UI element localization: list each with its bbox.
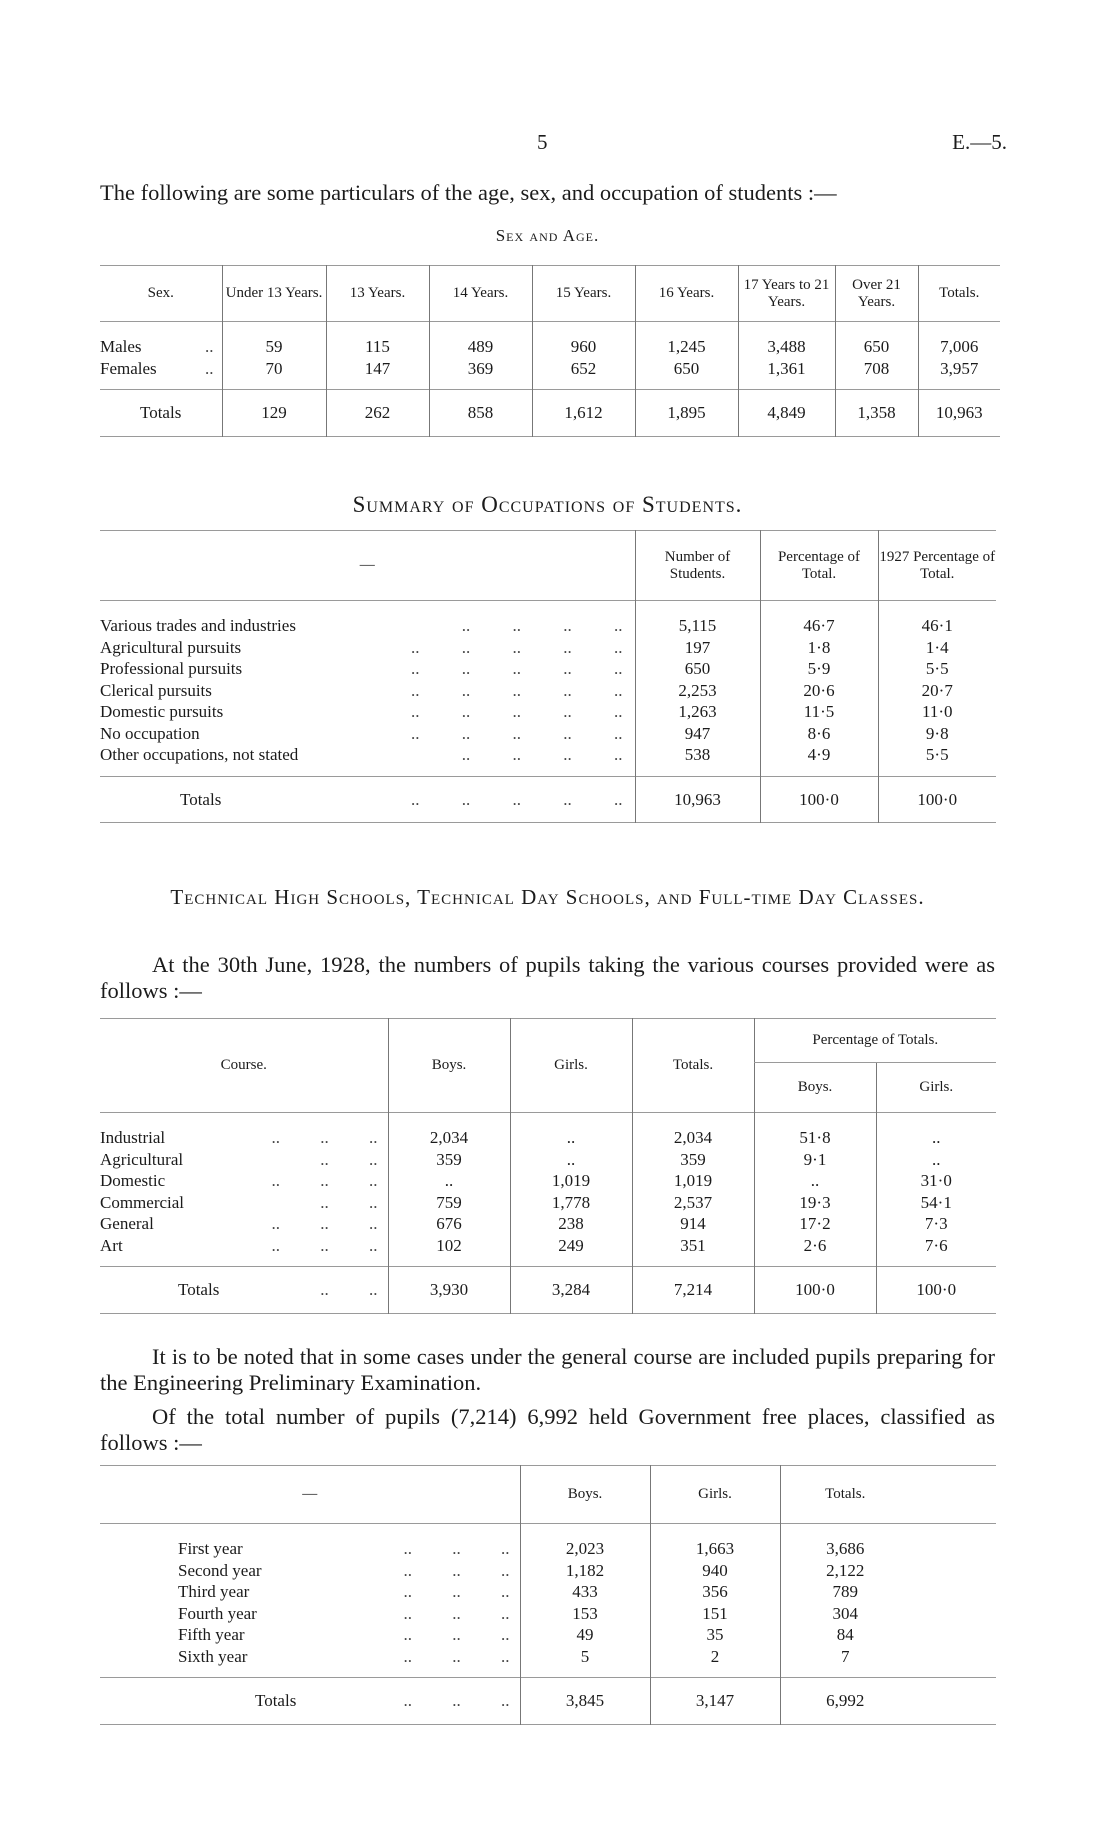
- label-text: Males: [100, 337, 142, 356]
- col-header-13-years: 13 Years.: [326, 266, 429, 322]
- table-cell: 10,963: [918, 390, 1000, 437]
- table-cell: 51·8: [754, 1113, 876, 1149]
- table-cell: 100·0: [878, 776, 996, 823]
- table-cell: 2,034: [388, 1113, 510, 1149]
- table-row: [100, 723, 996, 745]
- label-text: Industrial: [100, 1128, 166, 1147]
- label-text: Fourth year: [178, 1603, 257, 1623]
- table-row: [100, 601, 996, 637]
- row-label: [100, 1560, 520, 1582]
- spacer-cell: [910, 1581, 996, 1603]
- table-row: [100, 1560, 996, 1582]
- totals-row: [100, 1678, 996, 1725]
- col-header-percentage: Percentage of Total.: [760, 531, 878, 601]
- col-header-percentage-of-totals: Percentage of Totals.: [754, 1019, 996, 1063]
- col-header-boys: Boys.: [388, 1019, 510, 1113]
- table-cell: 153: [520, 1603, 650, 1625]
- table-cell: 7,214: [632, 1267, 754, 1314]
- label-text: Third year: [178, 1582, 250, 1601]
- label-text: Professional pursuits: [100, 659, 243, 678]
- table-cell: ..: [510, 1113, 632, 1149]
- table-row: [100, 1170, 996, 1192]
- col-header-1927-percentage: 1927 Percentage of Total.: [878, 531, 996, 601]
- table-cell: 6,992: [780, 1678, 910, 1725]
- row-label: [100, 1603, 520, 1625]
- free-places-table: [100, 1465, 996, 1725]
- table-cell: 1,019: [510, 1170, 632, 1192]
- technical-header-row: [100, 1019, 996, 1063]
- label-text: Females: [100, 358, 157, 378]
- row-label: [100, 680, 635, 702]
- table-cell: 8·6: [760, 723, 878, 745]
- table-cell: 947: [635, 723, 760, 745]
- row-label: [100, 601, 635, 637]
- row-label: [100, 1213, 388, 1235]
- table-cell: 538: [635, 744, 760, 776]
- row-label: [100, 723, 635, 745]
- col-header-15-years: 15 Years.: [532, 266, 635, 322]
- label-text: Art: [100, 1235, 123, 1255]
- totals-row: [100, 1267, 996, 1314]
- col-header-course: Course.: [220, 1057, 267, 1073]
- occupations-table: [100, 530, 996, 823]
- row-label: [100, 637, 635, 659]
- table-cell: 1,182: [520, 1560, 650, 1582]
- table-cell: 960: [532, 322, 635, 358]
- table-cell: 1·8: [760, 637, 878, 659]
- page-header: [0, 130, 1114, 160]
- leader-dots: .. .. ..: [271, 1128, 378, 1147]
- table-cell: 1,895: [635, 390, 738, 437]
- sex-age-caption: Sex and Age.: [495, 226, 600, 245]
- occupations-header-row: [100, 531, 996, 601]
- occupations-caption: Summary of Occupations of Students.: [352, 492, 743, 517]
- sex-age-header-row: [100, 266, 1000, 322]
- label-text: Second year: [178, 1560, 262, 1580]
- table-cell: 5,115: [635, 601, 760, 637]
- col-header-boys: Boys.: [520, 1466, 650, 1524]
- table-cell: 49: [520, 1624, 650, 1646]
- table-cell: 1,358: [835, 390, 918, 437]
- table-cell: 1,778: [510, 1192, 632, 1214]
- table-cell: 1,245: [635, 322, 738, 358]
- row-label: [100, 658, 635, 680]
- table-row: [100, 1581, 996, 1603]
- technical-paragraph: At the 30th June, 1928, the numbers of pupils taking the various courses provided were as follows :—: [100, 952, 995, 1003]
- label-text: Domestic pursuits: [100, 702, 224, 721]
- spacer-cell: [910, 1624, 996, 1646]
- table-cell: 20·7: [878, 680, 996, 702]
- leader-dots: .. .. .. .. ..: [411, 789, 623, 809]
- totals-row: [100, 776, 996, 823]
- leader-dots: .. ..: [320, 1192, 378, 1212]
- table-row: [100, 637, 996, 659]
- table-cell: 676: [388, 1213, 510, 1235]
- totals-label: Totals: [178, 1280, 220, 1299]
- col-header-sex: Sex.: [147, 285, 174, 301]
- table-cell: 759: [388, 1192, 510, 1214]
- table-cell: 2,537: [632, 1192, 754, 1214]
- leader-dots: ..: [205, 337, 214, 356]
- table-cell: 46·1: [878, 601, 996, 637]
- table-row: [100, 658, 996, 680]
- table-cell: ..: [876, 1149, 996, 1171]
- table-cell: 3,930: [388, 1267, 510, 1314]
- table-cell: 2,122: [780, 1560, 910, 1582]
- table-cell: 359: [632, 1149, 754, 1171]
- col-header-number-of-students: Number of Students.: [635, 531, 760, 601]
- col-header-16-years: 16 Years.: [635, 266, 738, 322]
- leader-dots: .. .. ..: [403, 1582, 510, 1601]
- leader-dots: .. .. ..: [403, 1646, 510, 1666]
- label-text: Agricultural pursuits: [100, 637, 242, 657]
- table-cell: 3,845: [520, 1678, 650, 1725]
- table-cell: 2,253: [635, 680, 760, 702]
- col-header-dash: —: [302, 1486, 318, 1502]
- table-cell: 304: [780, 1603, 910, 1625]
- table-cell: 3,147: [650, 1678, 780, 1725]
- label-text: Agricultural: [100, 1149, 184, 1169]
- col-header-pct-boys: Boys.: [754, 1063, 876, 1113]
- label-text: Various trades and industries: [100, 616, 296, 635]
- label-text: Sixth year: [178, 1646, 248, 1666]
- row-label: [100, 1624, 520, 1646]
- row-label: [100, 1235, 388, 1267]
- totals-row: [100, 390, 1000, 437]
- table-cell: ..: [388, 1170, 510, 1192]
- row-label: [100, 322, 222, 358]
- table-cell: 70: [222, 358, 326, 390]
- table-cell: 19·3: [754, 1192, 876, 1214]
- leader-dots: .. .. .. .. ..: [411, 637, 623, 657]
- table-cell: 7: [780, 1646, 910, 1678]
- table-cell: 84: [780, 1624, 910, 1646]
- table-cell: 11·5: [760, 701, 878, 723]
- table-row: [100, 744, 996, 776]
- table-cell: 9·8: [878, 723, 996, 745]
- totals-label: Totals: [255, 1691, 297, 1710]
- table-cell: 650: [635, 358, 738, 390]
- table-cell: 2: [650, 1646, 780, 1678]
- row-label: [100, 1267, 388, 1314]
- free-places-paragraph: Of the total number of pupils (7,214) 6,992 held Government free places, classified as follows :—: [100, 1404, 995, 1455]
- col-header-over-21: Over 21 Years.: [835, 266, 918, 322]
- table-cell: 31·0: [876, 1170, 996, 1192]
- table-cell: 351: [632, 1235, 754, 1267]
- col-header-dash: —: [359, 557, 375, 573]
- technical-courses-table: [100, 1018, 996, 1314]
- table-cell: 100·0: [754, 1267, 876, 1314]
- row-label: [100, 1170, 388, 1192]
- table-cell: 369: [429, 358, 532, 390]
- spacer-cell: [910, 1646, 996, 1678]
- leader-dots: .. .. ..: [403, 1691, 510, 1710]
- leader-dots: .. .. ..: [271, 1171, 378, 1190]
- free-places-header-row: [100, 1466, 996, 1524]
- table-cell: 650: [835, 322, 918, 358]
- table-cell: 59: [222, 322, 326, 358]
- page-number: 5: [537, 130, 548, 154]
- leader-dots: .. .. ..: [271, 1214, 378, 1233]
- table-cell: 914: [632, 1213, 754, 1235]
- leader-dots: .. .. ..: [403, 1560, 510, 1580]
- totals-label: Totals: [180, 789, 222, 809]
- label-text: Clerical pursuits: [100, 680, 212, 700]
- table-cell: 115: [326, 322, 429, 358]
- leader-dots: .. .. ..: [403, 1539, 510, 1558]
- table-cell: 7·3: [876, 1213, 996, 1235]
- table-cell: 9·1: [754, 1149, 876, 1171]
- table-cell: 54·1: [876, 1192, 996, 1214]
- label-text: Domestic: [100, 1171, 166, 1190]
- row-label: [100, 1192, 388, 1214]
- table-cell: 147: [326, 358, 429, 390]
- leader-dots: .. .. ..: [271, 1235, 378, 1255]
- spacer-cell: [910, 1524, 996, 1560]
- table-cell: 5·9: [760, 658, 878, 680]
- table-cell: 3,284: [510, 1267, 632, 1314]
- leader-dots: .. .. .. .. ..: [411, 659, 623, 678]
- table-cell: 11·0: [878, 701, 996, 723]
- label-text: Other occupations, not stated: [100, 745, 299, 764]
- col-header-17-21-years: 17 Years to 21 Years.: [738, 266, 835, 322]
- table-cell: 249: [510, 1235, 632, 1267]
- table-cell: 858: [429, 390, 532, 437]
- table-cell: ..: [754, 1170, 876, 1192]
- row-label: [100, 1678, 520, 1725]
- leader-dots: .. .. ..: [403, 1603, 510, 1623]
- totals-label: Totals: [140, 403, 182, 422]
- table-row: [100, 322, 1000, 358]
- table-cell: 5·5: [878, 658, 996, 680]
- spacer-cell: [910, 1678, 996, 1725]
- table-cell: 2,034: [632, 1113, 754, 1149]
- table-cell: ..: [510, 1149, 632, 1171]
- table-cell: 10,963: [635, 776, 760, 823]
- row-label: [100, 1646, 520, 1678]
- table-cell: 1·4: [878, 637, 996, 659]
- leader-dots: .. .. ..: [403, 1625, 510, 1644]
- table-cell: 4·9: [760, 744, 878, 776]
- col-header-under-13: Under 13 Years.: [222, 266, 326, 322]
- table-cell: 650: [635, 658, 760, 680]
- label-text: No occupation: [100, 723, 200, 743]
- table-cell: 433: [520, 1581, 650, 1603]
- table-cell: 7,006: [918, 322, 1000, 358]
- col-header-totals: Totals.: [632, 1019, 754, 1113]
- table-cell: ..: [876, 1113, 996, 1149]
- row-label: [100, 1581, 520, 1603]
- table-row: [100, 1624, 996, 1646]
- col-header-14-years: 14 Years.: [429, 266, 532, 322]
- sex-age-table: [100, 265, 1000, 437]
- table-cell: 1,361: [738, 358, 835, 390]
- table-cell: 489: [429, 322, 532, 358]
- leader-dots: .. .. .. .. ..: [411, 680, 623, 700]
- table-cell: 3,488: [738, 322, 835, 358]
- table-cell: 708: [835, 358, 918, 390]
- row-label: [100, 358, 222, 390]
- table-cell: 1,019: [632, 1170, 754, 1192]
- spacer-cell: [910, 1466, 996, 1524]
- leader-dots: ..: [205, 358, 214, 378]
- col-header-totals: Totals.: [918, 266, 1000, 322]
- table-cell: 5: [520, 1646, 650, 1678]
- label-text: Commercial: [100, 1192, 185, 1212]
- table-cell: 20·6: [760, 680, 878, 702]
- table-cell: 940: [650, 1560, 780, 1582]
- table-row: [100, 701, 996, 723]
- col-header-totals: Totals.: [780, 1466, 910, 1524]
- note-paragraph: It is to be noted that in some cases under the general course are included pupils preparing for the Engineering Preliminary Examination.: [100, 1344, 995, 1395]
- leader-dots: .. ..: [320, 1149, 378, 1169]
- table-row: [100, 1646, 996, 1678]
- table-cell: 7·6: [876, 1235, 996, 1267]
- table-cell: 4,849: [738, 390, 835, 437]
- table-cell: 35: [650, 1624, 780, 1646]
- leader-dots: .. .. .. ..: [461, 616, 623, 635]
- spacer-cell: [910, 1603, 996, 1625]
- table-cell: 1,612: [532, 390, 635, 437]
- document-reference: E.—5.: [952, 130, 1007, 154]
- row-label: [100, 776, 635, 823]
- table-cell: 17·2: [754, 1213, 876, 1235]
- table-cell: 2,023: [520, 1524, 650, 1560]
- table-cell: 238: [510, 1213, 632, 1235]
- row-label: [100, 744, 635, 776]
- technical-heading: Technical High Schools, Technical Day Schools, and Full-time Day Classes.: [170, 885, 925, 909]
- table-row: [100, 358, 1000, 390]
- label-text: Fifth year: [178, 1625, 245, 1644]
- table-row: [100, 1235, 996, 1267]
- leader-dots: .. ..: [320, 1280, 378, 1299]
- intro-paragraph: The following are some particulars of the age, sex, and occupation of students :—: [100, 180, 837, 205]
- row-label: [100, 1113, 388, 1149]
- table-cell: 262: [326, 390, 429, 437]
- table-row: [100, 1213, 996, 1235]
- spacer-cell: [910, 1560, 996, 1582]
- row-label: [100, 1524, 520, 1560]
- table-row: [100, 1603, 996, 1625]
- table-cell: 3,957: [918, 358, 1000, 390]
- row-label: [100, 1149, 388, 1171]
- table-cell: 46·7: [760, 601, 878, 637]
- table-cell: 3,686: [780, 1524, 910, 1560]
- row-label: [100, 701, 635, 723]
- table-cell: 5·5: [878, 744, 996, 776]
- label-text: General: [100, 1214, 154, 1233]
- table-cell: 359: [388, 1149, 510, 1171]
- table-cell: 1,263: [635, 701, 760, 723]
- table-cell: 1,663: [650, 1524, 780, 1560]
- table-row: [100, 680, 996, 702]
- leader-dots: .. .. .. .. ..: [411, 723, 623, 743]
- table-row: [100, 1113, 996, 1149]
- table-cell: 151: [650, 1603, 780, 1625]
- table-row: [100, 1149, 996, 1171]
- col-header-pct-girls: Girls.: [876, 1063, 996, 1113]
- leader-dots: .. .. .. ..: [461, 745, 623, 764]
- table-cell: 100·0: [760, 776, 878, 823]
- table-cell: 356: [650, 1581, 780, 1603]
- col-header-girls: Girls.: [650, 1466, 780, 1524]
- table-cell: 789: [780, 1581, 910, 1603]
- col-header-girls: Girls.: [510, 1019, 632, 1113]
- table-cell: 197: [635, 637, 760, 659]
- table-cell: 2·6: [754, 1235, 876, 1267]
- label-text: First year: [178, 1539, 243, 1558]
- table-cell: 102: [388, 1235, 510, 1267]
- leader-dots: .. .. .. .. ..: [411, 702, 623, 721]
- table-cell: 652: [532, 358, 635, 390]
- table-cell: 129: [222, 390, 326, 437]
- table-row: [100, 1524, 996, 1560]
- table-cell: 100·0: [876, 1267, 996, 1314]
- table-row: [100, 1192, 996, 1214]
